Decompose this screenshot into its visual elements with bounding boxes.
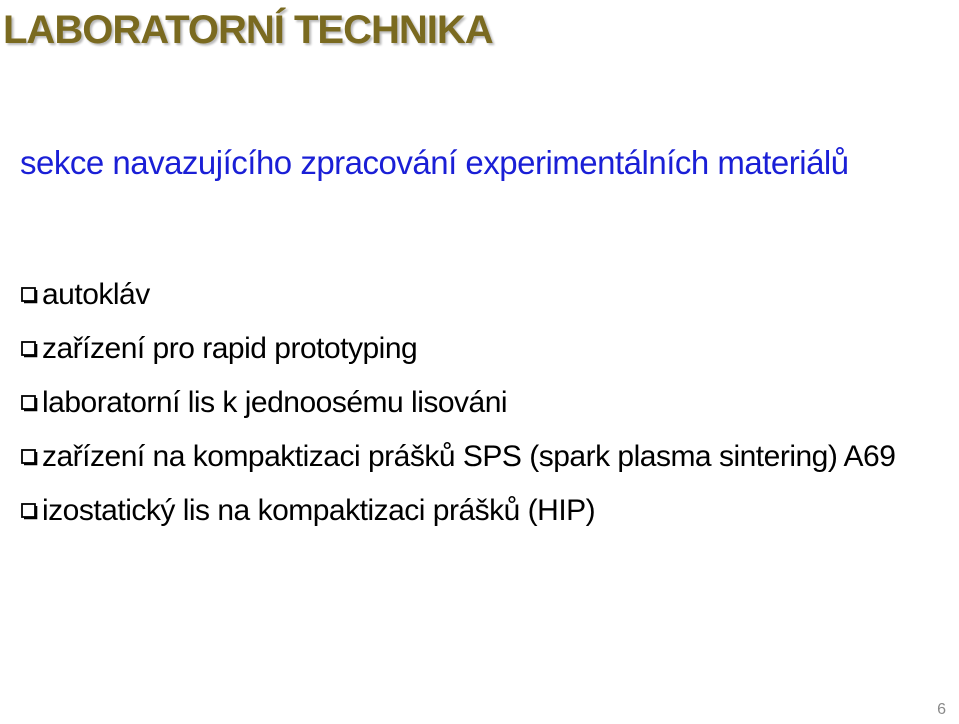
bullet-text: zařízení pro rapid prototyping	[42, 332, 418, 365]
bullet-item	[20, 433, 940, 480]
bullet-text: laboratorní lis k jednoosému lisováni	[42, 386, 508, 419]
bullet-item	[20, 379, 940, 426]
bullet-item	[20, 271, 940, 318]
bullet-item	[20, 487, 940, 534]
bullet-text: zařízení na kompaktizaci prášků SPS (spark plasma sintering) A69	[42, 440, 896, 473]
bullet-list	[20, 271, 940, 541]
bullet-item	[20, 325, 940, 372]
checkbox-square-icon	[20, 502, 40, 522]
bullet-text: izostatický lis na kompaktizaci prášků (HIP)	[42, 494, 596, 527]
slide-subtitle: sekce navazujícího zpracování experimentálních materiálů	[20, 144, 849, 181]
checkbox-square-icon	[20, 340, 40, 360]
checkbox-square-icon	[20, 394, 40, 414]
checkbox-square-icon	[20, 286, 40, 306]
page-number: 6	[937, 701, 946, 718]
slide-title: LABORATORNÍ TECHNIKA	[3, 8, 493, 52]
bullet-text: autokláv	[42, 278, 150, 311]
checkbox-square-icon	[20, 448, 40, 468]
